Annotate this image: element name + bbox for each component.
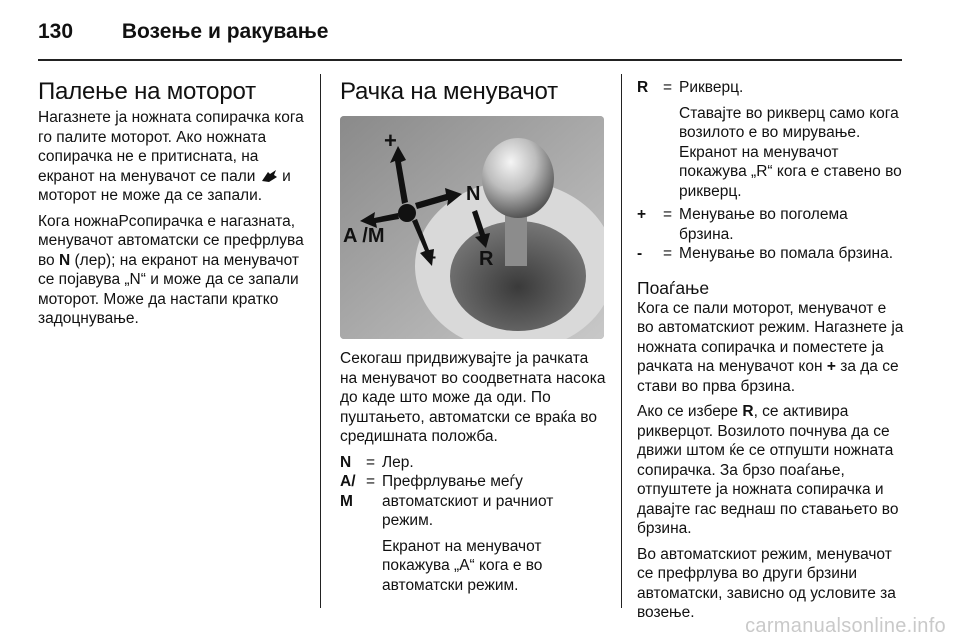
watermark: carmanualsonline.info xyxy=(745,615,946,637)
label-minus: – xyxy=(425,246,437,268)
heading-starting-off: Поаѓање xyxy=(637,277,710,298)
definition-am: A/ M = Префрлување меѓу автоматскиот и рачниот режим. xyxy=(340,473,554,529)
column-divider-1 xyxy=(320,74,321,608)
label-plus: + xyxy=(384,128,397,153)
heading-gear-lever: Рачка на менувачот xyxy=(340,78,558,105)
column-reverse-start xyxy=(637,78,905,629)
paragraph-first-gear: Кога се пали моторот, менувачот е во автоматскиот режим. Нагазнете ја ножната сопирачка и поместете ја рачката на менувачот кон + за да се стави во прва брзина. xyxy=(637,299,904,395)
note-am-display: Екранот на менувачот покажува „A“ кога е во автоматски режим. xyxy=(382,537,543,594)
paragraph-auto-mode: Во автоматскиот режим, менувачот се префрлува во други брзини автоматски, зависно од условите за возење. xyxy=(637,545,896,621)
page-number: 130 xyxy=(38,20,74,43)
paragraph-reverse-start: Ако се избере R, се активира рикверцот. Возилото почнува да се движи штом ќе се отпушти ножната сопирачка. За брзо поаѓање, отпуштете ја ножната сопирачка и давајте гас веднаш по ставањето во брзина. xyxy=(637,403,899,537)
column-divider-2 xyxy=(621,74,622,608)
header-rule xyxy=(38,59,902,61)
definition-n: N = Лер. xyxy=(340,453,414,471)
paragraph-neutral-shift: Кога ножнаРсопирачка е нагазната, менувачот автоматски се префрлува во N (лер); на екранот на менувачот се појавува „N“ и може да се запали моторот. Може да настапи кратко задоцнување. xyxy=(38,212,304,327)
definition-plus: + = Менување во поголема брзина. xyxy=(637,206,848,243)
page-header xyxy=(38,20,328,44)
foot-brake-symbol-icon xyxy=(260,169,278,183)
section-title: Возење и ракување xyxy=(121,20,329,43)
paragraph-brake-required: Нагазнете ја ножната сопирачка кога го палите моторот. Ако ножната сопирачка не е притисната, на екранот на менувачот се пали и моторот не може да се запали. xyxy=(38,109,304,204)
label-n: N xyxy=(466,183,481,205)
column-engine-start xyxy=(38,78,310,335)
column-gear-lever xyxy=(340,78,606,599)
gear-lever-photo xyxy=(340,116,604,339)
definition-r: R = Рикверц. xyxy=(637,79,744,96)
label-am: A /M xyxy=(343,225,385,247)
definition-minus: - = Менување во помала брзина. xyxy=(637,245,894,262)
label-r: R xyxy=(479,248,494,270)
paragraph-lever-intro: Секогаш придвижувајте ја рачката на менувачот во соодветната насока до каде што може да оди. По пуштањето, автоматски се враќа во средишната положба. xyxy=(340,350,606,445)
note-reverse: Ставајте во рикверц само кога возилото е во мирување. Екранот на менувачот покажува „R“ кога е ставено во рикверц. xyxy=(679,104,902,200)
heading-engine-start: Палење на моторот xyxy=(38,78,256,105)
